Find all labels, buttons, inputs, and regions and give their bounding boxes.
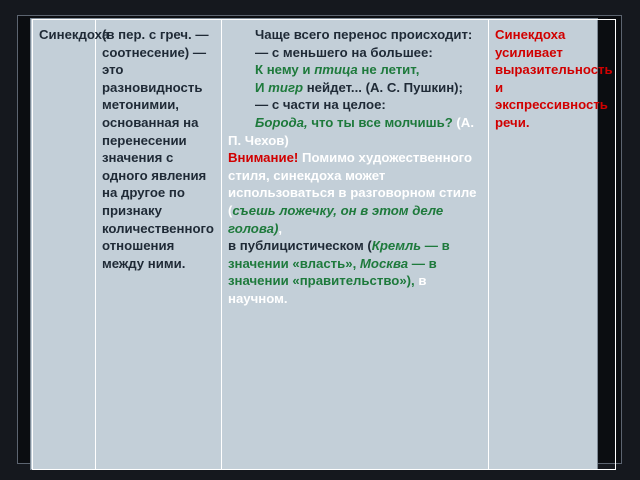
definition-cell bbox=[96, 20, 222, 470]
definition-text: (в пер. с греч. — соотнесение) — это разновидность метонимии, основанная на перенесении значения с одного явления на другое по признаку количественного отношения между ними. bbox=[102, 27, 214, 271]
synecdoche-table bbox=[32, 19, 616, 470]
attention-note: Внимание! Помимо художественного стиля, синекдоха может использоваться в разговорном стиле (съешь ложечку, он в этом деле голова), bbox=[228, 150, 477, 236]
term-text: Синекдоха bbox=[39, 27, 110, 42]
example-line-2: И тигр нейдет... (А. С. Пушкин); bbox=[255, 79, 463, 95]
publicistic-note: в публицистическом (Кремль — в значении «власть», Москва — в значении «правительство»), в научном. bbox=[228, 238, 450, 306]
examples-intro: Чаще всего перенос происходит: bbox=[255, 27, 473, 42]
examples-item-part-to-whole: — с части на целое: bbox=[255, 97, 386, 113]
examples-cell bbox=[222, 20, 489, 470]
conclusion-cell bbox=[489, 20, 616, 470]
conclusion-text: Синекдоха усиливает выразительность и экспрессивность речи. bbox=[495, 27, 613, 130]
example-line-3: Борода, что ты все молчишь? (А. П. Чехов) bbox=[228, 114, 474, 148]
example-line-1: К нему и птица не летит, bbox=[255, 62, 420, 78]
term-cell bbox=[33, 20, 110, 470]
examples-item-smaller-to-larger: — с меньшего на большее: bbox=[255, 44, 433, 60]
attention-label: Внимание! bbox=[228, 150, 299, 166]
table-row bbox=[33, 20, 616, 470]
